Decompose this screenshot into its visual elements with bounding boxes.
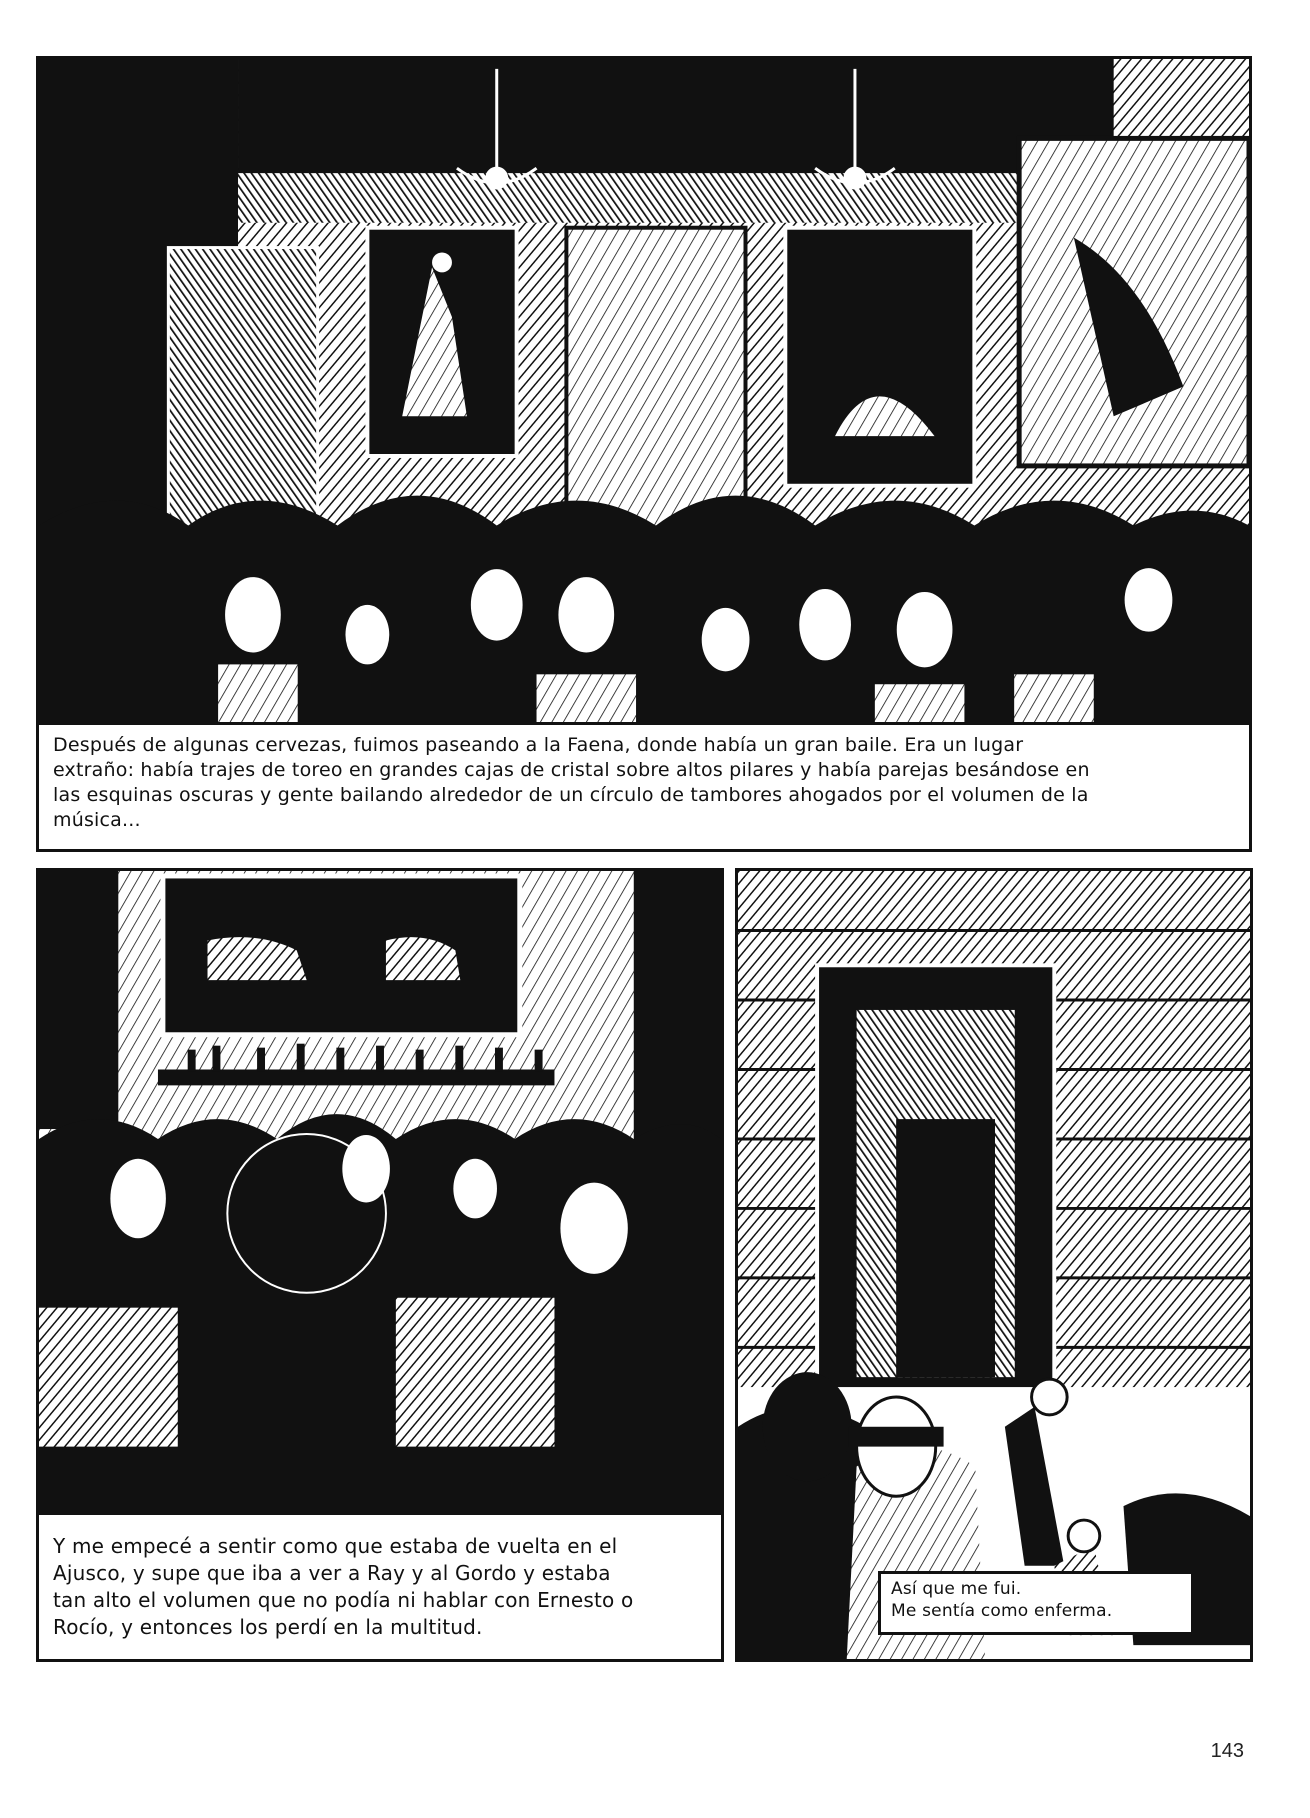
- caption-line: tan alto el volumen que no podía ni hablar con Ernesto o: [53, 1588, 634, 1612]
- painting-bullfight: [785, 228, 974, 486]
- caption-line: las esquinas oscuras y gente bailando alrededor de un círculo de tambores ahogados por el volumen de la: [53, 784, 1089, 806]
- caption-line: Y me empecé a sentir como que estaba de vuelta en el: [53, 1534, 618, 1558]
- caption-line: Después de algunas cervezas, fuimos paseando a la Faena, donde había un gran baile. Era un lugar: [53, 734, 1024, 756]
- panel-crowd: [36, 868, 724, 1662]
- caption-line: extraño: había trajes de toreo en grandes cajas de cristal sobre altos pilares y había parejas besándose en: [53, 759, 1090, 781]
- exit-illustration: [738, 871, 1250, 1659]
- caption-ballroom: [36, 722, 1252, 852]
- caption-line: música...: [53, 809, 141, 831]
- caption-line: Así que me fui.: [891, 1579, 1022, 1599]
- panel-ballroom: [36, 56, 1252, 852]
- bar-shelf: [158, 1069, 555, 1085]
- caption-line: Ajusco, y supe que iba a ver a Ray y al Gordo y estaba: [53, 1561, 611, 1585]
- caption-line: Rocío, y entonces los perdí en la multitud.: [53, 1615, 483, 1639]
- caption-line: Me sentía como enferma.: [891, 1601, 1113, 1621]
- caption-exit: [878, 1571, 1194, 1635]
- caption-crowd: [36, 1512, 724, 1662]
- panel-exit: [735, 868, 1253, 1662]
- page-number: 143: [1210, 1740, 1244, 1762]
